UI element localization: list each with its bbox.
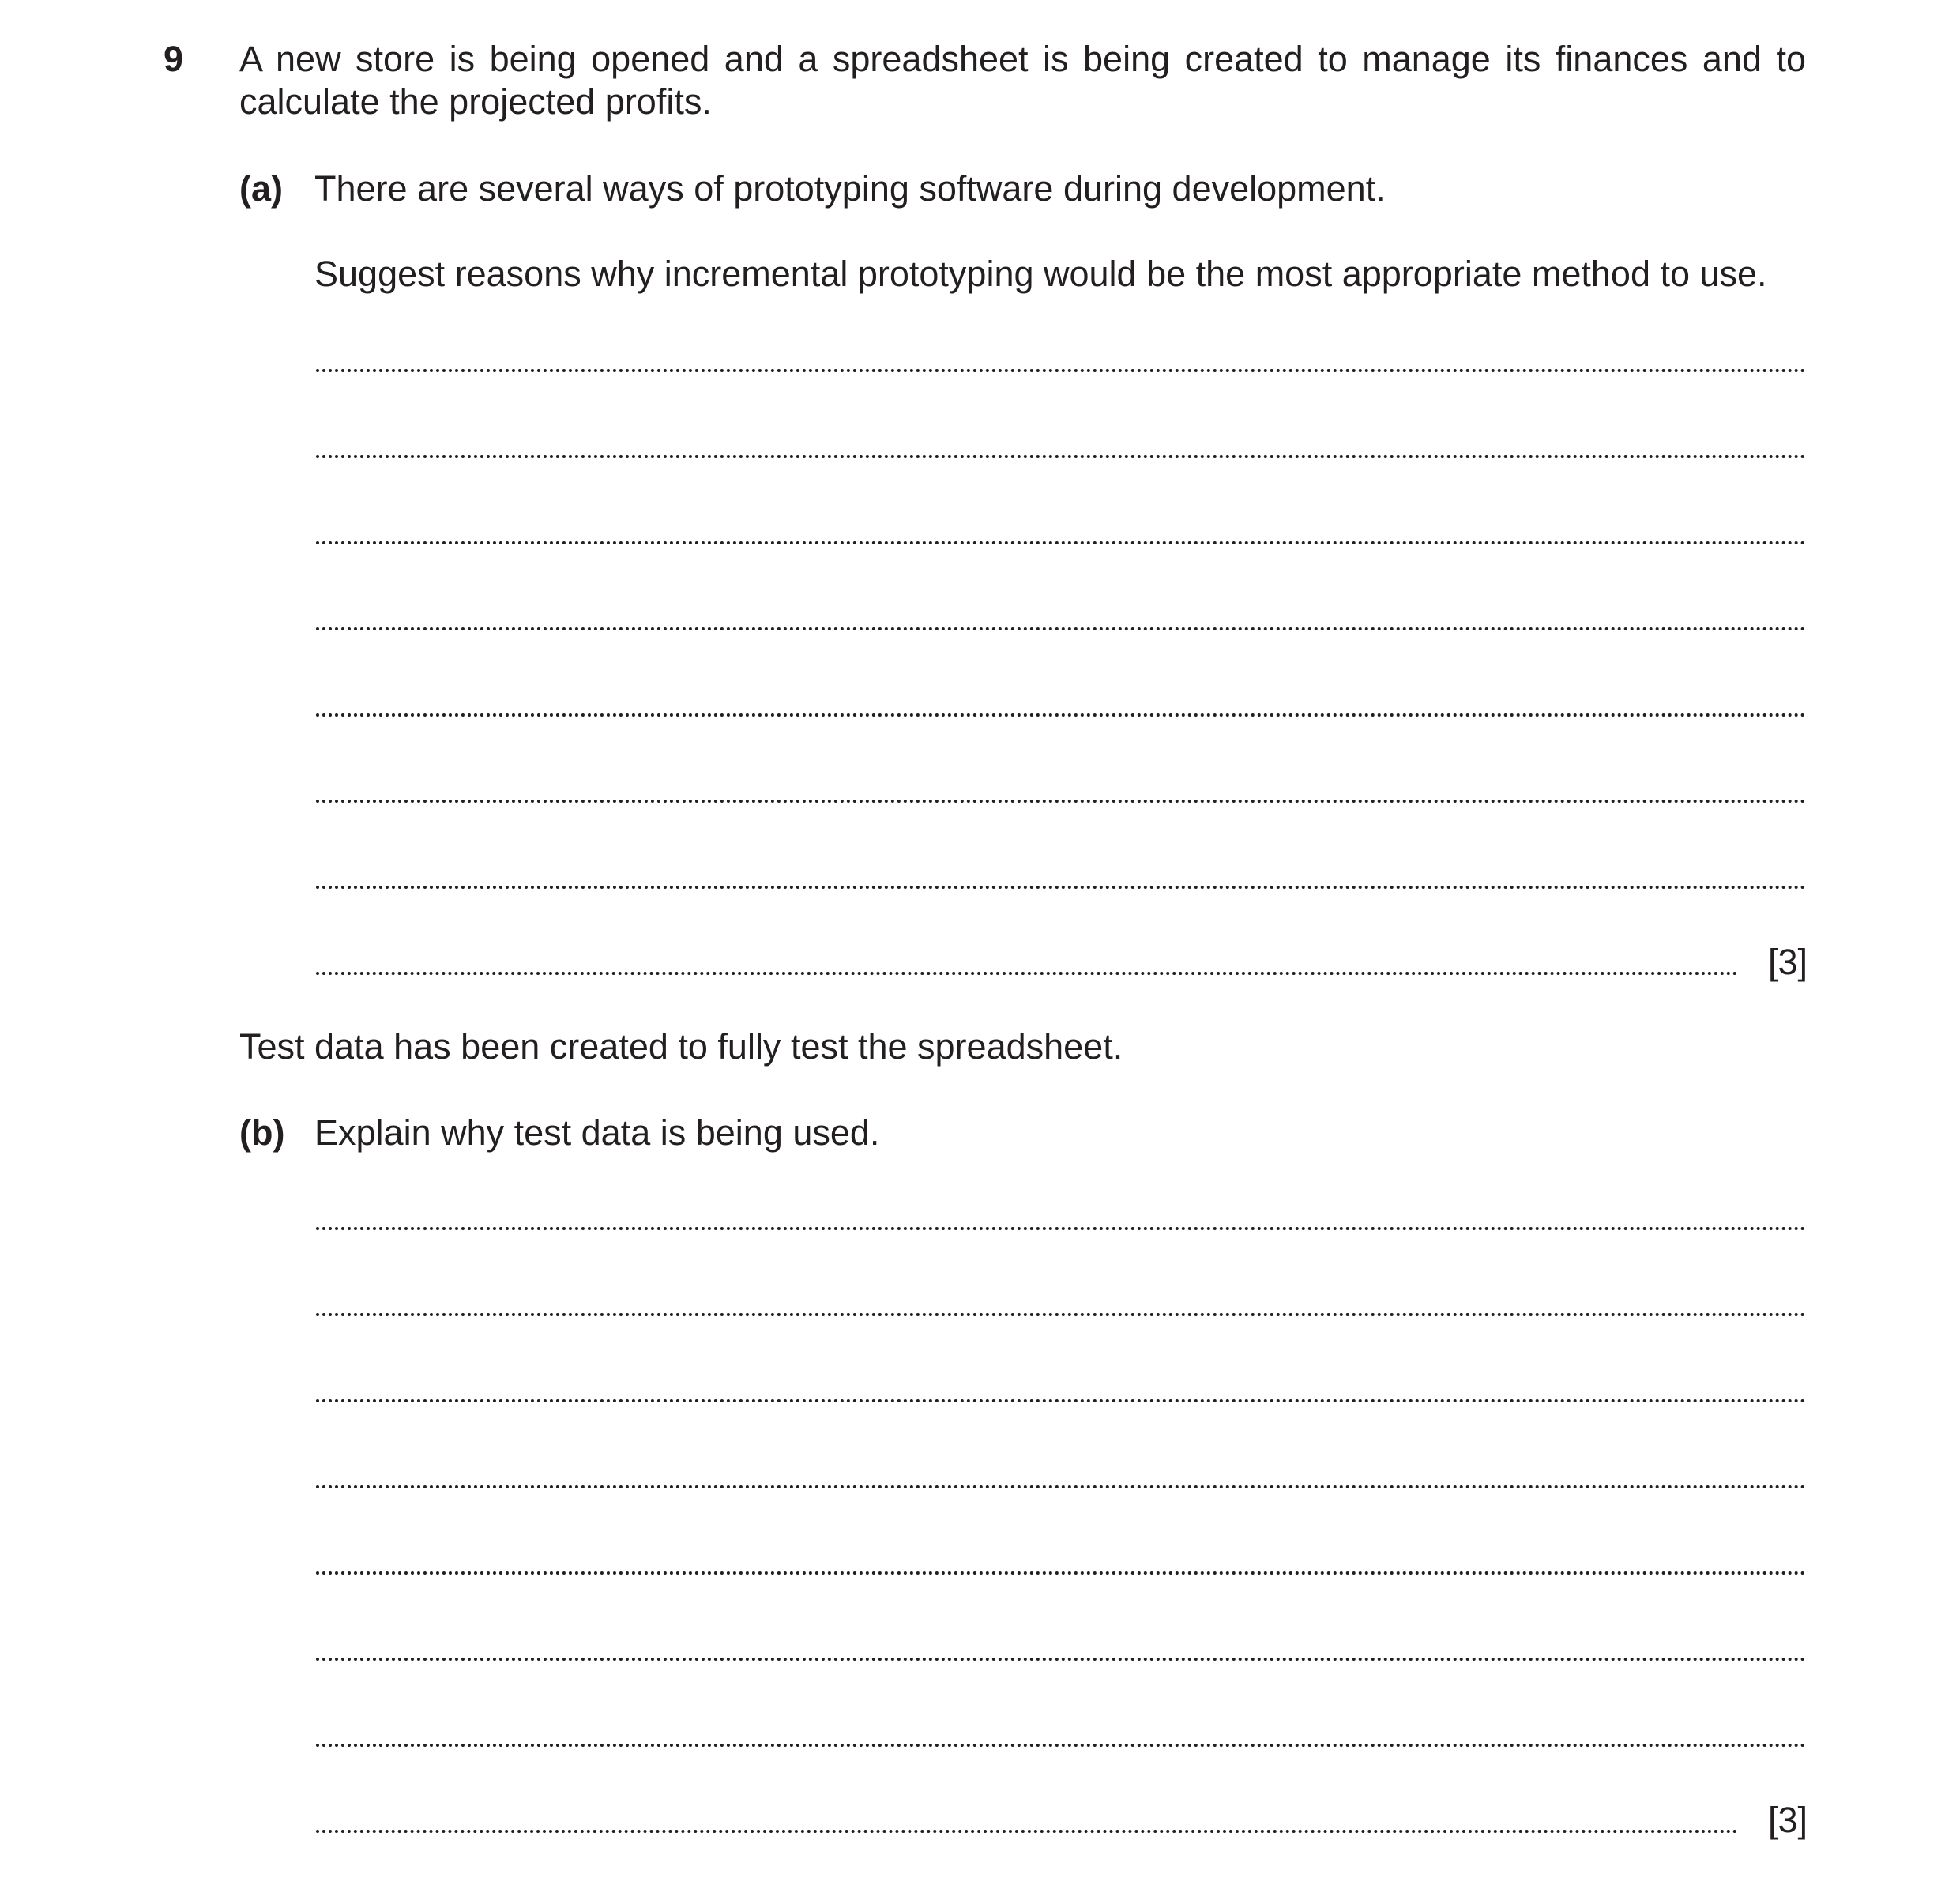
answer-line[interactable] [316, 455, 1806, 458]
answer-line[interactable] [316, 369, 1806, 372]
answer-line[interactable] [316, 1571, 1806, 1575]
answer-line[interactable] [316, 1485, 1806, 1488]
part-a-marks: [3] [1768, 942, 1808, 982]
answer-line[interactable] [316, 541, 1806, 544]
answer-line[interactable] [316, 886, 1806, 889]
answer-line[interactable] [316, 1227, 1806, 1230]
answer-line[interactable] [316, 800, 1806, 803]
answer-line[interactable] [316, 1830, 1738, 1833]
part-a-text: There are several ways of prototyping software during development. [314, 168, 1386, 209]
part-b-text: Explain why test data is being used. [314, 1112, 880, 1153]
answer-line[interactable] [316, 1399, 1806, 1402]
answer-line[interactable] [316, 713, 1806, 717]
part-b-label: (b) [239, 1112, 285, 1153]
part-a-label: (a) [239, 168, 283, 209]
question-stem: Test data has been created to fully test the spreadsheet. [239, 1026, 1123, 1067]
answer-line[interactable] [316, 1313, 1806, 1316]
part-b-marks: [3] [1768, 1800, 1808, 1840]
answer-line[interactable] [316, 1744, 1806, 1747]
question-intro-line-1: A new store is being opened and a spreadsheet is being created to manage its finances and to [239, 39, 1806, 79]
part-a-instruction: Suggest reasons why incremental prototyping would be the most appropriate method to use. [314, 254, 1767, 294]
answer-line[interactable] [316, 1658, 1806, 1661]
answer-line[interactable] [316, 972, 1738, 975]
answer-line[interactable] [316, 627, 1806, 630]
question-number: 9 [164, 39, 184, 79]
question-intro-line-2: calculate the projected profits. [239, 81, 712, 122]
